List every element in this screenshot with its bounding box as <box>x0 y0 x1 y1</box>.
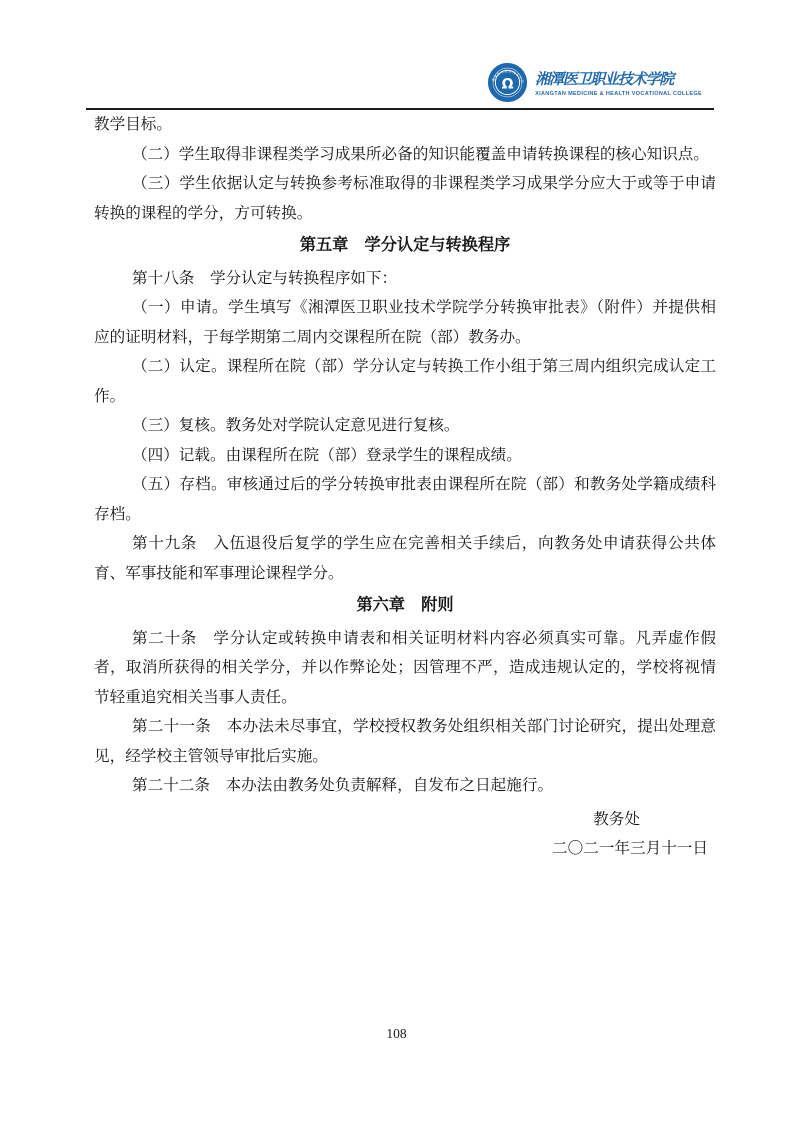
paragraph: （二）学生取得非课程类学习成果所必备的知识能覆盖申请转换课程的核心知识点。 <box>132 145 709 163</box>
paragraph: （三）复核。教务处对学院认定意见进行复核。 <box>132 417 460 434</box>
signature-date: 二〇二一年三月十一日 <box>552 840 708 857</box>
signature-block <box>94 805 716 864</box>
signature-department: 教务处 <box>593 810 640 828</box>
paragraph: 第二十二条 本办法由教务处负责解释，自发布之日起施行。 <box>132 777 554 794</box>
paragraph: 第二十条 学分认定或转换申请表和相关证明材料内容必须真实可靠。凡弄虚作假者，取消所获得的相关学分，并以作弊论处；因管理不严，造成违规认定的，学校将视情节轻重追究相关当事人责任。 <box>94 629 716 706</box>
seal-emblem-glyph: Ω <box>501 76 514 93</box>
chapter-heading: 第六章 附则 <box>356 596 454 614</box>
college-name-en: XIANGTAN MEDICINE & HEALTH VOCATIONAL COLLEGE <box>535 91 702 97</box>
college-brand-text <box>535 68 702 97</box>
college-seal-icon <box>487 62 528 103</box>
chapter-heading: 第五章 学分认定与转换程序 <box>299 236 511 254</box>
paragraph: 第十九条 入伍退役后复学的学生应在完善相关手续后，向教务处申请获得公共体育、军事技能和军事理论课程学分。 <box>94 535 716 582</box>
document-content <box>94 110 716 864</box>
document-body <box>94 110 716 801</box>
paragraph: （四）记载。由课程所在院（部）登录学生的课程成绩。 <box>132 446 522 464</box>
paragraph: （一）申请。学生填写《湘潭医卫职业技术学院学分转换审批表》（附件）并提供相应的证明材料，于每学期第二周内交课程所在院（部）教务办。 <box>94 299 716 346</box>
seal-ring-text: 湘潭医卫职业技术学院 <box>491 69 525 85</box>
paragraph: 第二十一条 本办法未尽事宜，学校授权教务处组织相关部门讨论研究，提出处理意见，经学校主管领导审批后实施。 <box>94 718 716 765</box>
paragraph: （二）认定。课程所在院（部）学分认定与转换工作小组于第三周内组织完成认定工作。 <box>94 358 716 405</box>
page-number: 108 <box>386 1026 407 1041</box>
paragraph: （三）学生依据认定与转换参考标准取得的非课程类学习成果学分应大于或等于申请转换的课程的学分，方可转换。 <box>94 175 716 222</box>
paragraph: （五）存档。审核通过后的学分转换审批表由课程所在院（部）和教务处学籍成绩科存档。 <box>94 476 716 523</box>
college-name-cn: 湘潭医卫职业技术学院 <box>535 70 674 88</box>
page-header <box>86 58 714 110</box>
college-logo <box>487 62 702 103</box>
paragraph: 教学目标。 <box>94 116 172 133</box>
paragraph: 第十八条 学分认定与转换程序如下： <box>132 269 398 287</box>
